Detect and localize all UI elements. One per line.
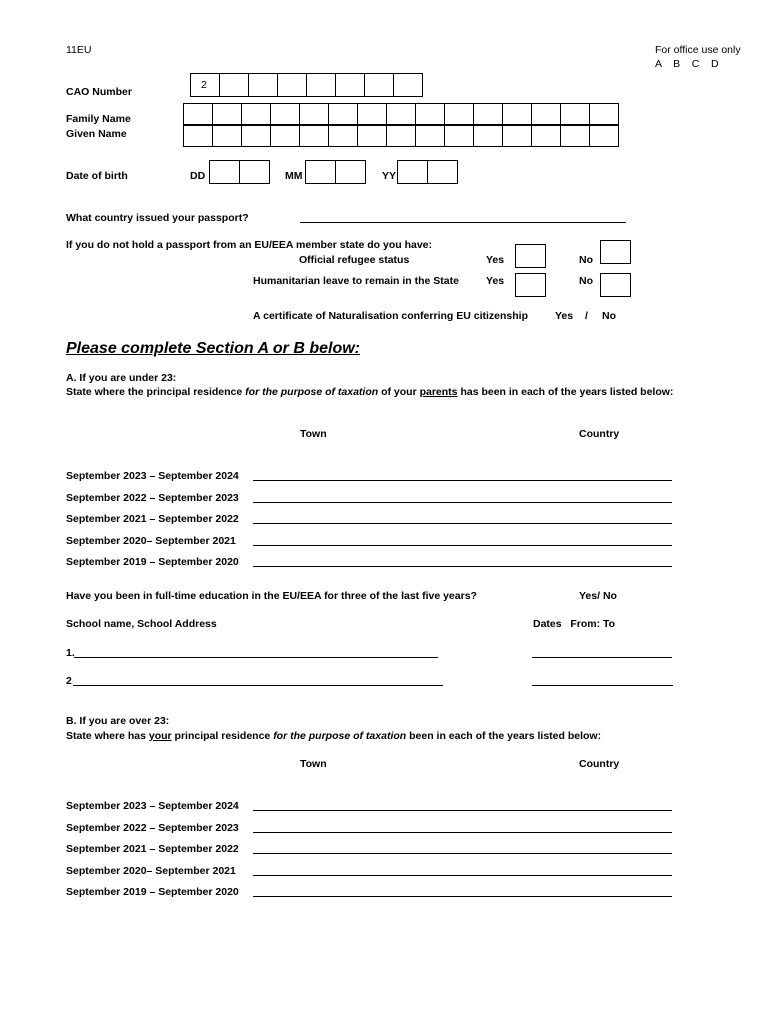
section-b-desc-text: been in each of the years listed below: [406,730,602,742]
given-name-letter-box[interactable] [386,125,416,147]
naturalisation-yes[interactable]: Yes [555,310,574,322]
residence-year-label: September 2019 – September 2020 [66,556,239,568]
dob-dd-label: DD [190,170,206,182]
dob-digit-box[interactable] [335,160,366,184]
family-name-letter-box[interactable] [270,103,300,125]
residence-input-line[interactable] [253,566,672,567]
family-name-field[interactable] [183,103,619,125]
section-a-desc-text: of your [378,386,420,398]
family-name-letter-box[interactable] [415,103,445,125]
residence-input-line[interactable] [253,832,672,833]
dob-digit-box[interactable] [427,160,458,184]
given-name-letter-box[interactable] [299,125,329,147]
given-name-label: Given Name [66,128,127,140]
given-name-letter-box[interactable] [270,125,300,147]
cao-digit-box[interactable] [190,73,220,97]
section-b-town-header: Town [300,758,327,770]
dob-month-field[interactable] [305,160,366,184]
naturalisation-label: A certificate of Naturalisation conferring EU citizenship [253,310,528,322]
cao-digit-box[interactable] [306,73,336,97]
residence-year-label: September 2020– September 2021 [66,864,236,877]
school-label: School name, School Address [66,618,217,630]
residence-input-line[interactable] [253,480,672,481]
dob-digit-box[interactable] [397,160,428,184]
residence-input-line[interactable] [253,523,672,524]
cao-digit-box[interactable] [364,73,394,97]
section-heading: Please complete Section A or B below: [66,340,360,357]
family-name-letter-box[interactable] [328,103,358,125]
school-2-dates-line[interactable] [532,685,673,686]
residence-year-label: September 2020– September 2021 [66,534,236,547]
cao-digit-box[interactable] [393,73,423,97]
family-name-letter-box[interactable] [531,103,561,125]
residence-year-label: September 2022 – September 2023 [66,821,239,834]
dates-label: Dates From: To [533,618,616,630]
section-a-desc-text: has been in each of the years listed below: [457,386,674,398]
given-name-letter-box[interactable] [531,125,561,147]
section-b-desc-text: State where has [66,730,149,742]
dob-digit-box[interactable] [305,160,336,184]
section-a-desc-emphasis: for the purpose of taxation [245,386,379,398]
section-b-desc-emphasis: for the purpose of taxation [273,730,407,742]
residence-input-line[interactable] [253,896,672,897]
form-code: 11EU [66,44,92,56]
family-name-letter-box[interactable] [444,103,474,125]
section-b-country-header: Country [579,758,620,770]
given-name-letter-box[interactable] [328,125,358,147]
given-name-letter-box[interactable] [502,125,532,147]
cao-digit-box[interactable] [335,73,365,97]
refugee-yes-label: Yes [486,254,505,266]
office-use-label: For office use only [655,44,741,56]
residence-year-label: September 2021 – September 2022 [66,513,239,525]
residence-year-label: September 2022 – September 2023 [66,491,239,504]
cao-number-field[interactable] [190,73,423,97]
section-a-description [66,387,673,398]
naturalisation-no[interactable]: No [602,310,616,322]
refugee-no-checkbox[interactable] [600,240,631,264]
school-2-number: 2 [66,675,72,687]
passport-alt-question: If you do not hold a passport from an EU/EEA member state do you have: [66,239,432,251]
naturalisation-separator: / [585,310,588,322]
dob-digit-box[interactable] [209,160,240,184]
refugee-yes-checkbox[interactable] [515,244,546,268]
family-name-letter-box[interactable] [241,103,271,125]
section-a-country-header: Country [579,428,620,440]
section-b-desc-text: principal residence [171,730,274,742]
dob-digit-box[interactable] [239,160,270,184]
family-name-letter-box[interactable] [473,103,503,125]
passport-country-input-line[interactable] [300,222,626,223]
school-1-input-line[interactable] [74,657,438,658]
humanitarian-no-checkbox[interactable] [600,273,631,297]
residence-input-line[interactable] [253,853,672,854]
family-name-letter-box[interactable] [212,103,242,125]
family-name-letter-box[interactable] [299,103,329,125]
section-b-desc-underline: your [148,730,172,742]
residence-year-label: September 2019 – September 2020 [66,886,239,898]
humanitarian-yes-checkbox[interactable] [515,273,546,297]
section-a-title: A. If you are under 23: [66,372,177,384]
dob-day-field[interactable] [209,160,270,184]
residence-input-line[interactable] [253,810,672,811]
refugee-status-label: Official refugee status [299,254,410,266]
family-name-letter-box[interactable] [357,103,387,125]
family-name-letter-box[interactable] [560,103,590,125]
residence-year-label: September 2021 – September 2022 [66,843,239,855]
residence-input-line[interactable] [253,875,672,876]
given-name-letter-box[interactable] [415,125,445,147]
cao-prefix-digit: 2 [201,79,207,91]
given-name-letter-box[interactable] [444,125,474,147]
office-use-columns: A B C D [655,58,719,70]
cao-digit-box[interactable] [277,73,307,97]
given-name-letter-box[interactable] [589,125,619,147]
refugee-no-label: No [579,254,593,266]
given-name-field[interactable] [183,125,619,147]
section-b-description [66,731,601,742]
education-yes-no[interactable]: Yes/ No [579,590,617,602]
dob-mm-label: MM [285,170,303,182]
given-name-letter-box[interactable] [560,125,590,147]
residence-year-label: September 2023 – September 2024 [66,470,239,482]
school-2-input-line[interactable] [73,685,443,686]
section-a-desc-underline: parents [419,386,458,398]
dob-year-field[interactable] [397,160,458,184]
given-name-letter-box[interactable] [241,125,271,147]
family-name-letter-box[interactable] [502,103,532,125]
humanitarian-leave-label: Humanitarian leave to remain in the State [253,275,459,287]
dob-yy-label: YY [382,170,397,182]
passport-country-question: What country issued your passport? [66,212,249,224]
section-a-town-header: Town [300,428,327,440]
family-name-label: Family Name [66,113,131,125]
dob-label: Date of birth [66,170,128,182]
section-b-title: B. If you are over 23: [66,715,170,727]
family-name-letter-box[interactable] [386,103,416,125]
section-a-desc-text: State where the principal residence [66,386,246,398]
residence-year-label: September 2023 – September 2024 [66,800,239,812]
humanitarian-no-label: No [579,275,593,287]
given-name-letter-box[interactable] [212,125,242,147]
given-name-letter-box[interactable] [473,125,503,147]
cao-digit-box[interactable] [219,73,249,97]
family-name-letter-box[interactable] [589,103,619,125]
cao-digit-box[interactable] [248,73,278,97]
given-name-letter-box[interactable] [357,125,387,147]
residence-input-line[interactable] [253,545,672,546]
school-1-dates-line[interactable] [532,657,672,658]
given-name-letter-box[interactable] [183,125,213,147]
residence-input-line[interactable] [253,502,672,503]
family-name-letter-box[interactable] [183,103,213,125]
cao-number-label: CAO Number [66,86,132,98]
education-question: Have you been in full-time education in the EU/EEA for three of the last five years? [66,590,477,602]
school-1-number: 1. [66,647,75,659]
humanitarian-yes-label: Yes [486,275,505,287]
